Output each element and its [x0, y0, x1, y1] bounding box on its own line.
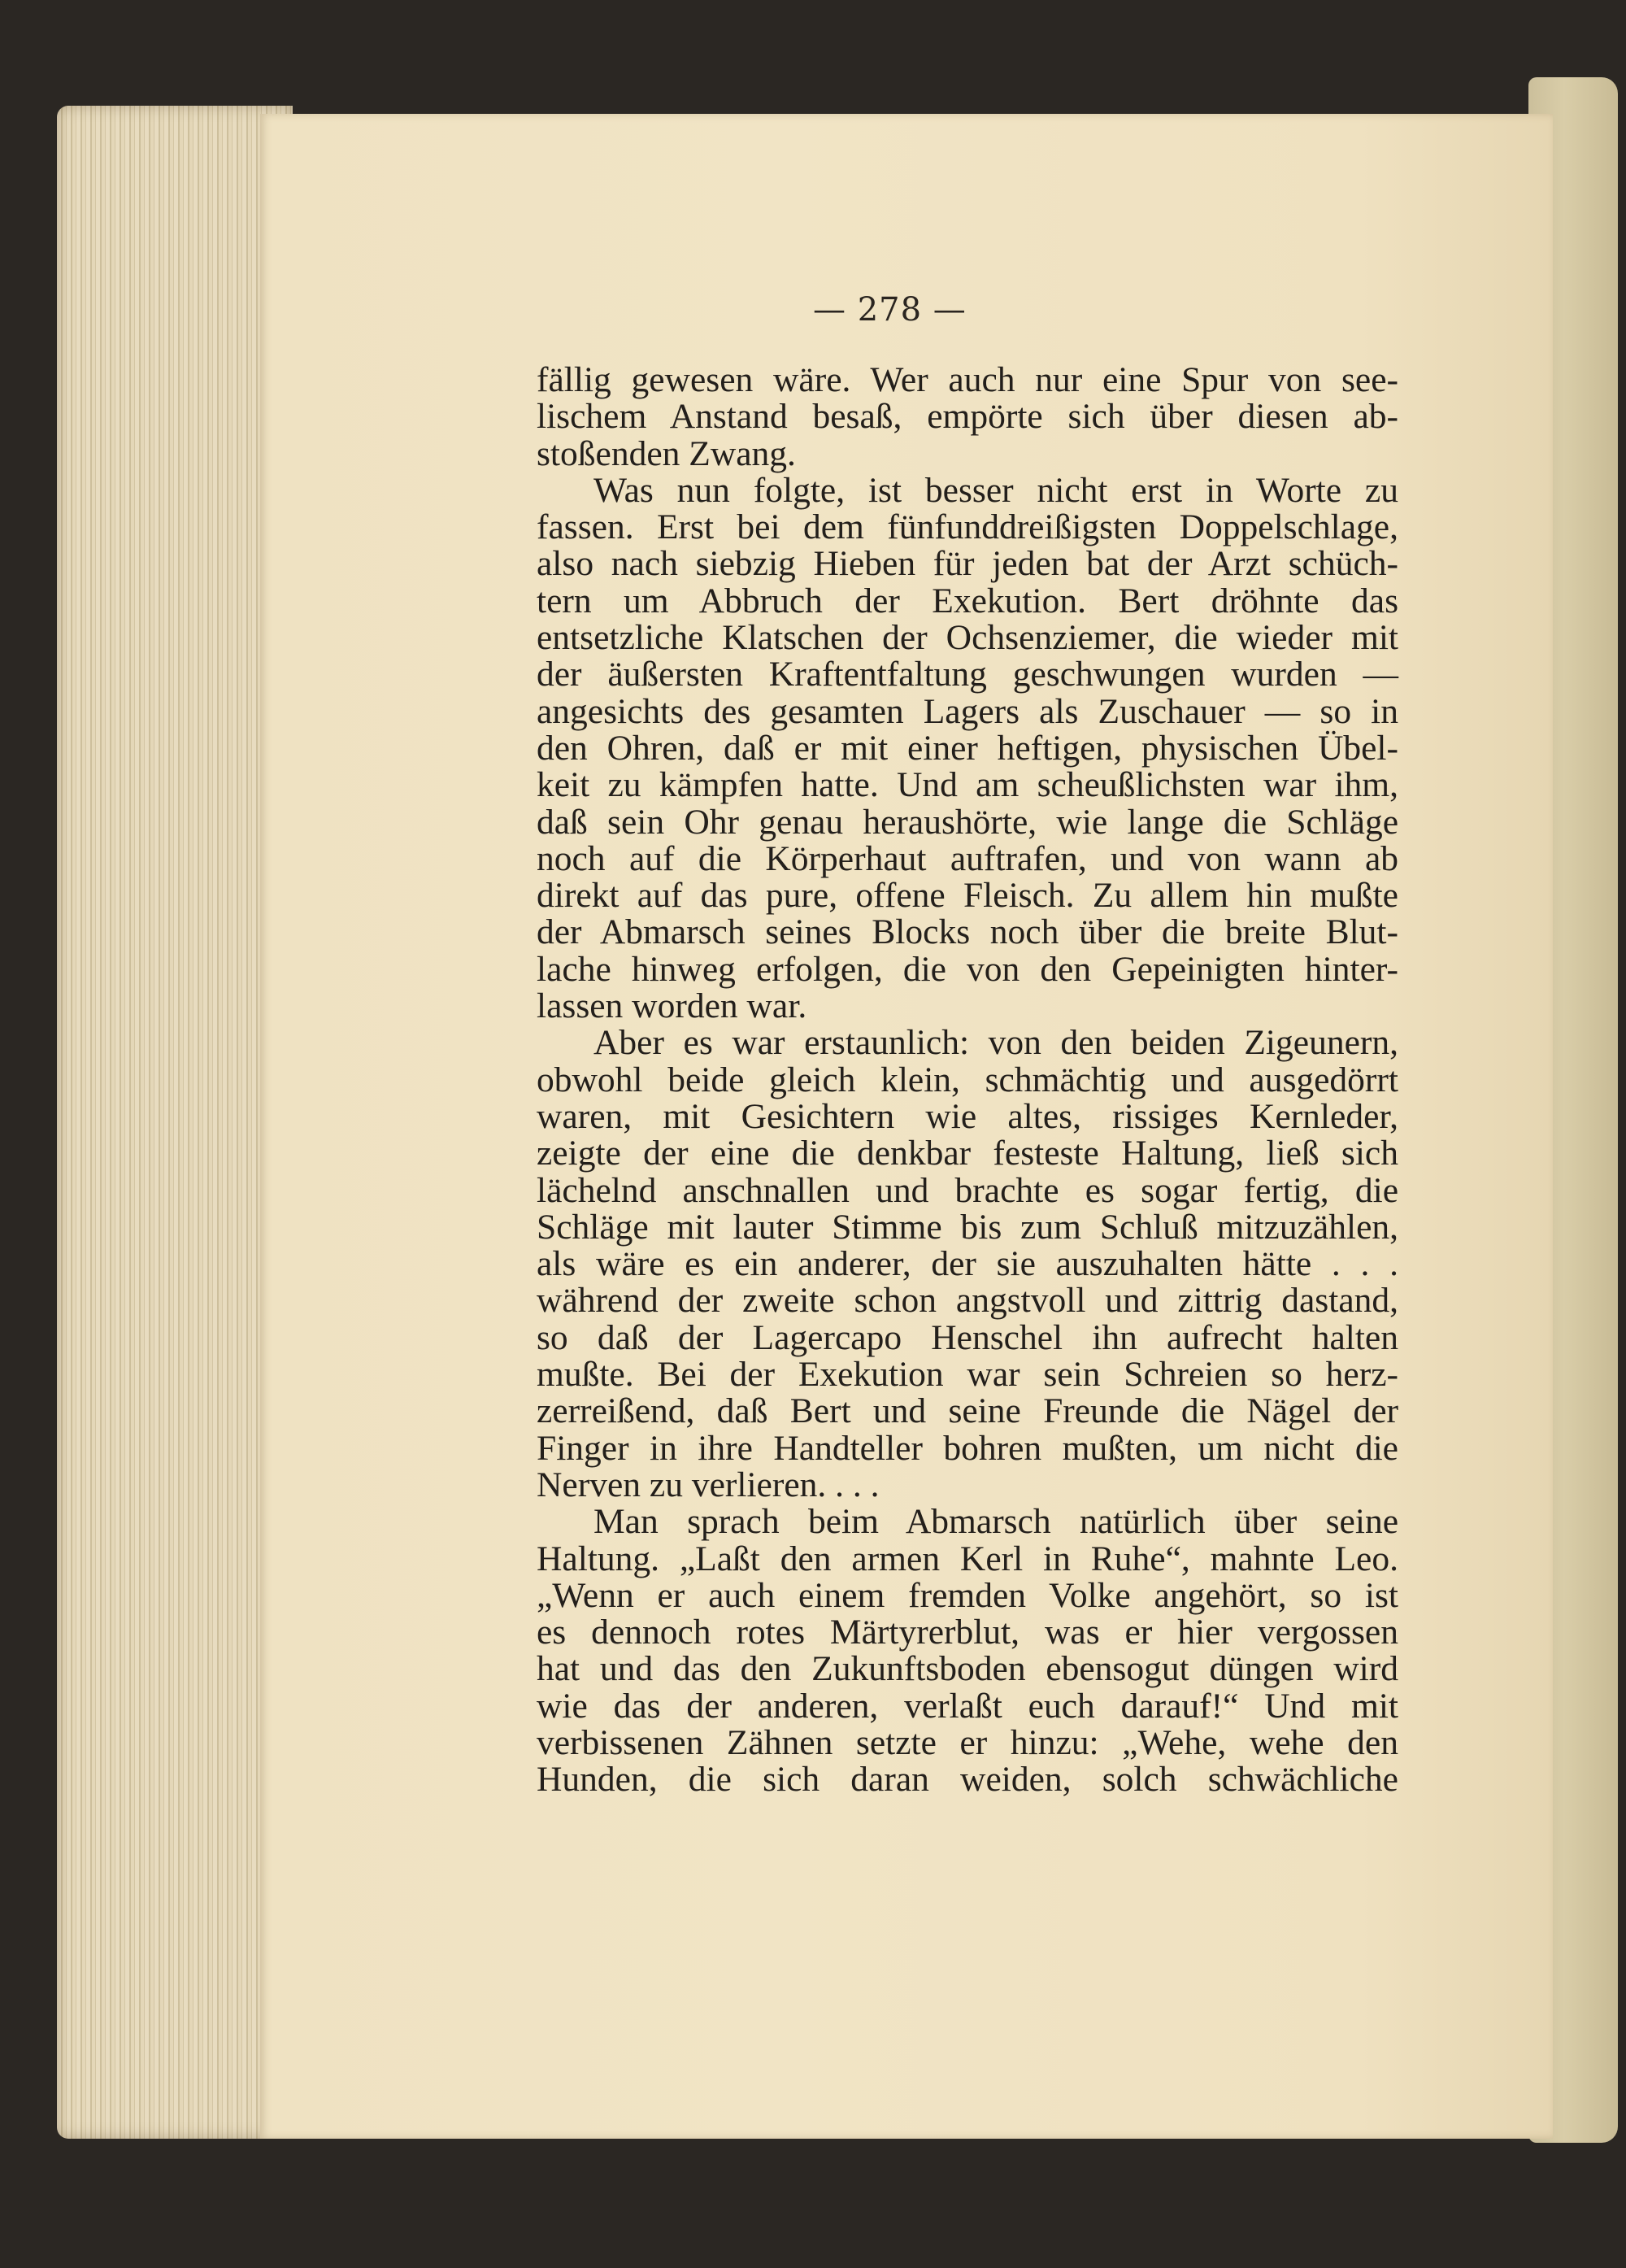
text-line: hat und das den Zukunftsboden ebensogut düngen wird [537, 1649, 1398, 1689]
text-line: stoßenden Zwang. [537, 433, 796, 473]
text-line: noch auf die Körperhaut auftrafen, und von wann ab [537, 838, 1398, 878]
page-edges [57, 106, 293, 2139]
text-line: mußte. Bei der Exekution war sein Schreien so herz- [537, 1355, 1398, 1395]
text-line: so daß der Lagercapo Henschel ihn aufrecht halten [537, 1317, 1398, 1357]
text-line: wie das der anderen, verlaßt euch darauf!“ Und mit [537, 1686, 1398, 1726]
body-text [537, 362, 1398, 1799]
text-line: Finger in ihre Handteller bohren mußten, um nicht die [537, 1428, 1398, 1468]
text-line: zerreißend, daß Bert und seine Freunde die Nägel der [537, 1391, 1398, 1431]
text-line: fällig gewesen wäre. Wer auch nur eine Spur von see- [537, 360, 1398, 399]
text-line: Hunden, die sich daran weiden, solch schwächliche [537, 1760, 1398, 1800]
text-line: lassen worden war. [537, 986, 807, 1026]
text-line: Schläge mit lauter Stimme bis zum Schluß mitzuzählen, [537, 1207, 1398, 1247]
text-line: den Ohren, daß er mit einer heftigen, physischen Übel- [537, 728, 1398, 768]
text-line: obwohl beide gleich klein, schmächtig und ausgedörrt [537, 1060, 1398, 1099]
text-line: keit zu kämpfen hatte. Und am scheußlichsten war ihm, [537, 765, 1398, 805]
text-line: der äußersten Kraftentfaltung geschwungen wurden — [537, 655, 1398, 694]
text-line: daß sein Ohr genau heraushörte, wie lange die Schläge [537, 802, 1398, 842]
text-line: angesichts des gesamten Lagers als Zuschauer — so in [537, 691, 1398, 731]
text-line: Was nun folgte, ist besser nicht erst in Worte zu [593, 470, 1398, 510]
text-line: entsetzliche Klatschen der Ochsenziemer, die wieder mit [537, 618, 1398, 658]
text-line: zeigte der eine die denkbar festeste Haltung, ließ sich [537, 1134, 1398, 1173]
text-line: es dennoch rotes Märtyrerblut, was er hier vergossen [537, 1613, 1398, 1652]
text-line: Aber es war erstaunlich: von den beiden Zigeunern, [593, 1023, 1398, 1063]
text-line: waren, mit Gesichtern wie altes, rissiges Kernleder, [537, 1096, 1398, 1136]
text-line: verbissenen Zähnen setzte er hinzu: „Wehe, wehe den [537, 1722, 1398, 1762]
text-line: Nerven zu verlieren. . . . [537, 1465, 880, 1504]
text-line: Man sprach beim Abmarsch natürlich über seine [593, 1502, 1398, 1542]
text-line: während der zweite schon angstvoll und zittrig dastand, [537, 1281, 1398, 1321]
text-line: also nach siebzig Hieben für jeden bat der Arzt schüch- [537, 544, 1398, 584]
text-line: der Abmarsch seines Blocks noch über die breite Blut- [537, 912, 1398, 952]
text-line: Haltung. „Laßt den armen Kerl in Ruhe“, mahnte Leo. [537, 1539, 1398, 1578]
text-line: direkt auf das pure, offene Fleisch. Zu allem hin mußte [537, 876, 1398, 916]
text-line: lischem Anstand besaß, empörte sich über diesen ab- [537, 397, 1398, 437]
page-number: — 278 — [813, 291, 967, 329]
text-line: als wäre es ein anderer, der sie auszuhalten hätte . . . [537, 1244, 1398, 1284]
text-line: lache hinweg erfolgen, die von den Gepeinigten hinter- [537, 949, 1398, 989]
text-line: lächelnd anschnallen und brachte es sogar fertig, die [537, 1170, 1398, 1210]
text-line: fassen. Erst bei dem fünfunddreißigsten Doppelschlage, [537, 507, 1398, 547]
text-line: „Wenn er auch einem fremden Volke angehört, so ist [537, 1575, 1398, 1615]
text-line: tern um Abbruch der Exekution. Bert dröhnte das [537, 581, 1398, 620]
